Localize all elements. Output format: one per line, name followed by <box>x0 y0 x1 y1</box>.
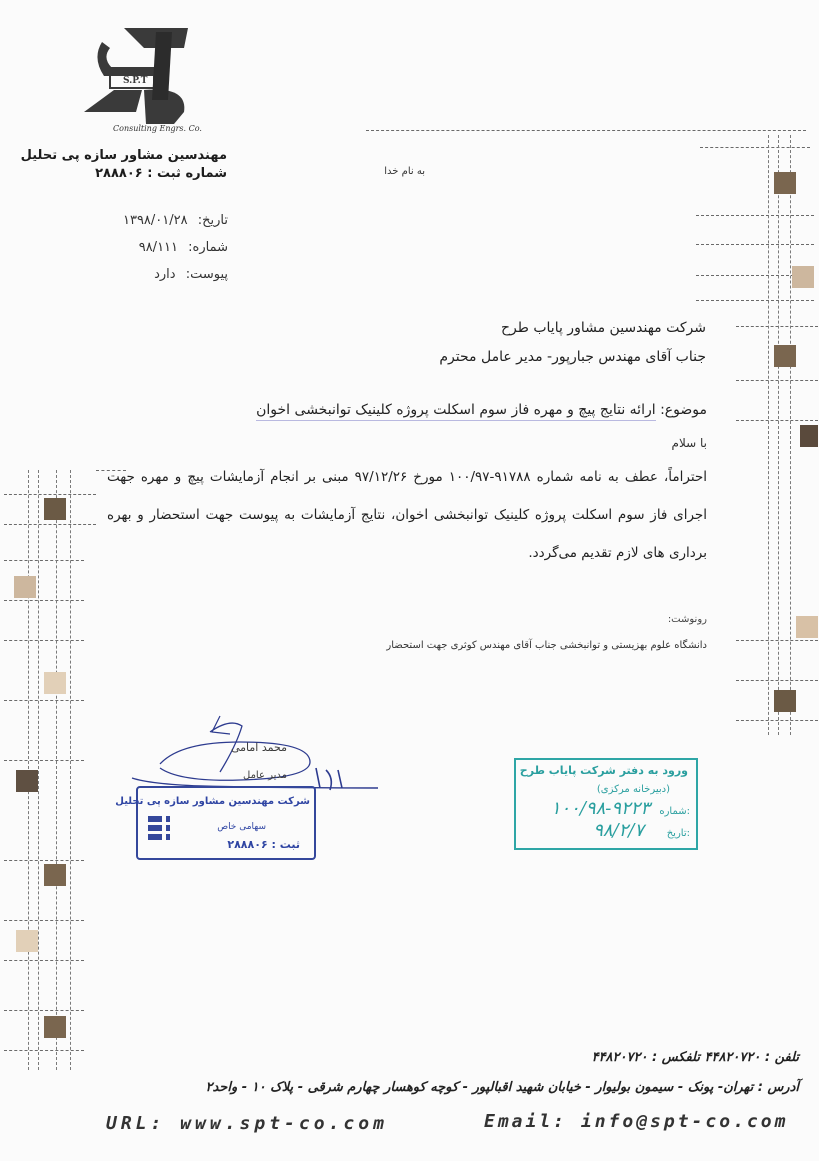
attachment-value: دارد <box>154 267 176 282</box>
registration-number: شماره ثبت : ۲۸۸۸۰۶ <box>95 166 227 181</box>
stamp-subtitle: (دبیرخانه مرکزی) <box>596 784 670 795</box>
logo-caption: Consulting Engrs. Co. <box>113 124 202 133</box>
seal-logo-icon <box>146 814 172 842</box>
svg-text:S.P.T: S.P.T <box>123 76 148 86</box>
body-paragraph: احتراماً، عطف به نامه شماره ۹۱۷۸۸-۱۰۰/۹۷ مورخ ۹۷/۱۲/۲۶ مبنی بر انجام آزمایشات پیچ و مهره جهت اجرای فاز سوم اسکلت پروژه کلینیک توانبخشی اخوان، نتایج آزمایشات به پیوست جهت استحضار و بهره برداری های لازم تقدیم می‌گردد. <box>107 469 707 561</box>
attachment-label: پیوست: <box>185 267 228 282</box>
footer-email[interactable]: Email: info@spt-co.com <box>484 1111 789 1132</box>
company-name: مهندسین مشاور سازه پی تحلیل <box>20 148 227 163</box>
basmala: به نام خدا <box>384 166 425 177</box>
subject-line <box>256 402 707 418</box>
stamp-date-value: ۹۸/۲/۷ <box>593 820 644 841</box>
seal-company-name: شرکت مهندسین مشاور سازه پی تحلیل <box>115 796 310 807</box>
seal-registration: ثبت : ۲۸۸۸۰۶ <box>227 838 300 851</box>
stamp-title: ورود به دفتر شرکت پایاب طرح <box>519 764 688 777</box>
number-value: ۹۸/۱۱۱ <box>138 240 179 255</box>
stamp-number-label: شماره: <box>659 806 690 817</box>
recipient-person: جناب آقای مهندس جبارپور- مدیر عامل محترم <box>439 349 706 365</box>
cc-label: رونوشت: <box>667 614 707 625</box>
attachment-line <box>154 267 228 282</box>
company-logo <box>84 28 192 136</box>
footer-address: آدرس : تهران- پونک - سیمون بولیوار - خیابان شهید اقبالپور - کوچه کوهسار چهارم شرقی - پلاک ۱۰ - واحد۲ <box>205 1080 799 1095</box>
seal-company-type: سهامی خاص <box>217 822 266 832</box>
recipient-company: شرکت مهندسین مشاور پایاب طرح <box>501 320 706 336</box>
receipt-stamp <box>514 758 698 850</box>
footer-phone: تلفن : ۴۴۸۲۰۷۲۰ تلفکس : ۴۴۸۲۰۷۲۰ <box>591 1050 799 1065</box>
subject-value: ارائه نتایج پیچ و مهره فاز سوم اسکلت پروژه کلینیک توانبخشی اخوان <box>256 402 656 421</box>
company-seal <box>115 786 316 860</box>
stamp-number-value: ۱۰۰/۹۸-۹۲۲۳ <box>550 798 650 819</box>
stamp-date-label: تاریخ: <box>666 828 690 839</box>
signatory-title: مدیر عامل <box>243 770 288 781</box>
subject-label: موضوع: <box>660 402 707 418</box>
number-label: شماره: <box>188 240 228 255</box>
number-line <box>139 240 228 255</box>
signatory-name: محمد امامی <box>231 741 287 754</box>
date-line <box>123 213 228 228</box>
date-value: ۱۳۹۸/۰۱/۲۸ <box>122 213 188 228</box>
greeting: با سلام <box>671 436 707 450</box>
cc-text: دانشگاه علوم بهزیستی و توانبخشی جناب آقای مهندس کوثری جهت استحضار <box>386 640 707 651</box>
footer-url[interactable]: URL: www.spt-co.com <box>106 1113 388 1134</box>
date-label: تاریخ: <box>197 213 228 228</box>
